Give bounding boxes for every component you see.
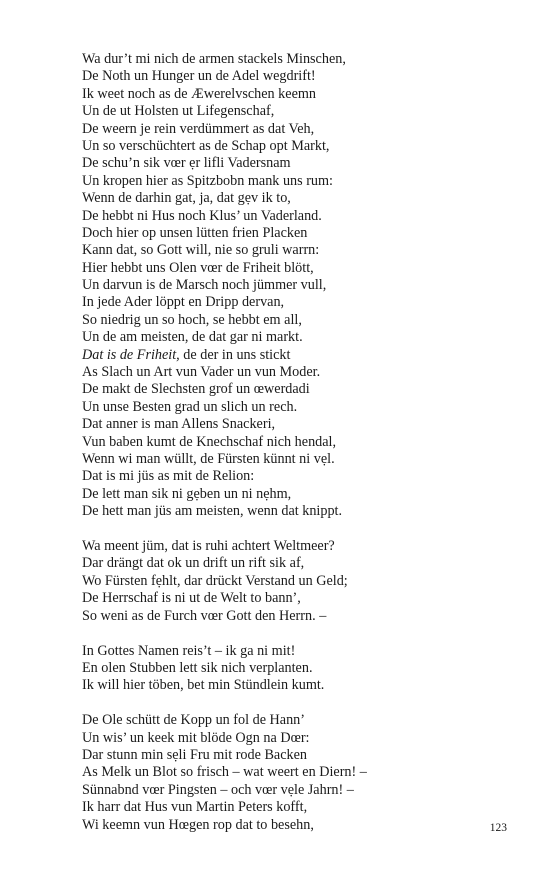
poem-line: Wenn wi man wüllt, de Fürsten künnt ni vẹl.	[82, 450, 335, 467]
poem-body	[82, 51, 522, 851]
poem-line: Un de am meisten, de dat gar ni markt.	[82, 329, 303, 346]
poem-line: In Gottes Namen reis’t – ik ga ni mit!	[82, 642, 296, 659]
poem-line: Hier hebbt uns Olen vœr de Friheit blött,	[82, 259, 314, 276]
poem-line: De hett man jüs am meisten, wenn dat knippt.	[82, 503, 343, 520]
poem-line: Sünnabnd vœr Pingsten – och vœr vẹle Jahrn! –	[82, 781, 354, 798]
poem-line: Wenn de darhin gat, ja, dat gẹv ik to,	[82, 190, 291, 207]
poem-line: De schu’n sik vœr ẹr lifli Vadersnam	[82, 155, 291, 172]
stanza	[82, 643, 522, 695]
poem-line: Dat is mi jüs as mit de Relion:	[82, 468, 255, 485]
page-number: 123	[489, 822, 507, 834]
poem-line: De Herrschaf is ni ut de Welt to bann’,	[82, 590, 301, 607]
poem-line: Kann dat, so Gott will, nie so gruli warrn:	[82, 242, 320, 259]
poem-line: Ik weet noch as de Æwerelvschen keemn	[82, 85, 317, 102]
poem-line: Ik will hier töben, bet min Stündlein kumt.	[82, 677, 325, 694]
poem-line: De Noth un Hunger un de Adel wegdrift!	[82, 68, 316, 85]
stanza	[82, 51, 522, 521]
poem-line: Wi keemn vun Hœgen rop dat to besehn,	[82, 816, 314, 833]
poem-line: Wa meent jüm, dat is ruhi achtert Weltmeer?	[82, 538, 335, 555]
poem-line: Un kropen hier as Spitzbobn mank uns rum:	[82, 172, 334, 189]
poem-line: Vun baben kumt de Knechschaf nich hendal,	[82, 433, 337, 450]
poem-line: De lett man sik ni gẹben un ni nẹhm,	[82, 485, 292, 502]
poem-line: So niedrig un so hoch, se hebbt em all,	[82, 311, 302, 328]
poem-line: Un wis’ un keek mit blöde Ogn na Dœr:	[82, 729, 310, 746]
poem-line: De weern je rein verdümmert as dat Veh,	[82, 120, 315, 137]
italic-phrase: Dat is de Friheit,	[82, 346, 180, 363]
stanza	[82, 538, 522, 625]
poem-line: As Melk un Blot so frisch – wat weert en Diern! –	[82, 764, 367, 781]
poem-line	[82, 347, 522, 364]
poem-line: As Slach un Art vun Vader un vun Moder.	[82, 364, 321, 381]
poem-line: En olen Stubben lett sik nich verplanten.	[82, 659, 313, 676]
poem-line: Wa dur’t mi nich de armen stackels Minschen,	[82, 51, 346, 67]
poem-line: Dat anner is man Allens Snackeri,	[82, 416, 276, 433]
poem-line: Dar drängt dat ok un drift un rift sik af,	[82, 555, 305, 572]
stanza	[82, 712, 522, 834]
poem-line: In jede Ader löppt en Dripp dervan,	[82, 294, 285, 311]
poem-line: Doch hier op unsen lütten frien Placken	[82, 224, 308, 241]
poem-line: Ik harr dat Hus vun Martin Peters kofft,	[82, 799, 308, 816]
poem-line: De makt de Slechsten grof un œwerdadi	[82, 381, 310, 398]
poem-line: So weni as de Furch vœr Gott den Herrn. –	[82, 607, 327, 624]
poem-line: Un so verschüchtert as de Schap opt Markt,	[82, 137, 330, 154]
poem-line: De hebbt ni Hus noch Klus’ un Vaderland.	[82, 207, 322, 224]
poem-line: De Ole schütt de Kopp un fol de Hann’	[82, 712, 306, 729]
poem-line: Dar stunn min sẹli Fru mit rode Backen	[82, 746, 307, 763]
poem-line: Wo Fürsten fẹhlt, dar drückt Verstand un Geld;	[82, 572, 348, 589]
line-rest: de der in uns stickt	[179, 346, 291, 363]
poem-line: Un darvun is de Marsch noch jümmer vull,	[82, 277, 327, 294]
poem-line: Un de ut Holsten ut Lifegenschaf,	[82, 103, 275, 120]
poem-line: Un unse Besten grad un slich un rech.	[82, 398, 298, 415]
